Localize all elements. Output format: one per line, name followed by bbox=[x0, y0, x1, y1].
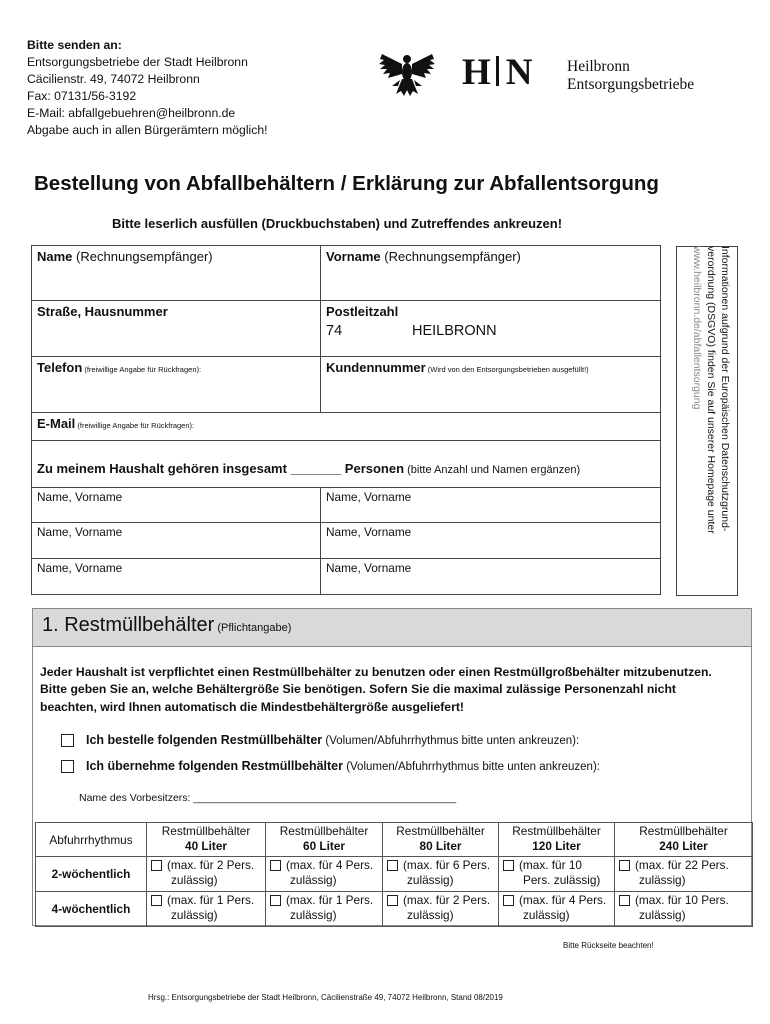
haushalt-hint: (bitte Anzahl und Namen ergänzen) bbox=[404, 464, 581, 476]
takeover-checkbox[interactable] bbox=[61, 760, 74, 773]
cell-line: (max. für 1 Pers. bbox=[167, 893, 255, 907]
table-cell bbox=[266, 857, 383, 892]
table-cell bbox=[615, 857, 753, 892]
divider bbox=[31, 558, 661, 559]
telefon-label: Telefon bbox=[37, 360, 83, 375]
table-cell bbox=[499, 857, 615, 892]
email-label: E-Mail bbox=[37, 416, 76, 431]
logo-letter-h: H bbox=[462, 52, 492, 93]
volume-checkbox[interactable] bbox=[503, 895, 514, 906]
volume-checkbox[interactable] bbox=[387, 860, 398, 871]
divider bbox=[31, 300, 661, 301]
plz-label: Postleitzahl bbox=[326, 304, 399, 319]
imprint: Hrsg.: Entsorgungsbetriebe der Stadt Heilbronn, Cäcilienstraße 49, 74072 Heilbronn, Stand 08/2019 bbox=[148, 993, 503, 1002]
table-row bbox=[36, 892, 753, 927]
page-turn-note: Bitte Rückseite beachten! bbox=[563, 941, 654, 950]
cell-line: (max. für 22 Pers. bbox=[635, 858, 729, 872]
col-volume: 40 Liter bbox=[185, 839, 227, 853]
divider bbox=[320, 245, 321, 412]
volume-table bbox=[35, 822, 753, 927]
table-header bbox=[266, 823, 383, 857]
table-cell bbox=[383, 892, 499, 927]
cell-line: zulässig) bbox=[290, 873, 337, 887]
table-header bbox=[383, 823, 499, 857]
cell-line: (max. für 10 bbox=[519, 858, 582, 872]
divider bbox=[31, 412, 661, 413]
cell-line: (max. für 2 Pers. bbox=[403, 893, 491, 907]
cell-line: (max. für 4 Pers. bbox=[286, 858, 374, 872]
table-row bbox=[36, 857, 753, 892]
privacy-note-line: verordnung (DSGVO) finden Sie auf unserer Homepage unter bbox=[705, 246, 717, 534]
cell-line: zulässig) bbox=[171, 908, 218, 922]
person-name-field[interactable]: Name, Vorname bbox=[326, 525, 412, 539]
divider bbox=[31, 522, 661, 523]
col-volume: 80 Liter bbox=[419, 839, 462, 853]
col-title: Restmüllbehälter bbox=[161, 824, 251, 838]
kundennummer-label: Kundennummer bbox=[326, 360, 426, 375]
vorbesitzer-field[interactable]: Name des Vorbesitzers: _____________________________________________ bbox=[79, 792, 457, 804]
table-corner: Abfuhrrhythmus bbox=[36, 823, 147, 857]
sender-line: Fax: 07131/56-3192 bbox=[27, 88, 137, 103]
section-title-text: 1. Restmüllbehälter bbox=[42, 614, 215, 636]
cell-line: Pers. zulässig) bbox=[523, 873, 601, 887]
volume-checkbox[interactable] bbox=[151, 895, 162, 906]
volume-checkbox[interactable] bbox=[270, 895, 281, 906]
cell-line: (max. für 4 Pers. bbox=[519, 893, 607, 907]
table-header bbox=[499, 823, 615, 857]
person-name-field[interactable]: Name, Vorname bbox=[37, 561, 123, 575]
kundennummer-hint: (Wird von den Entsorgungsbetrieben ausgefüllt!) bbox=[425, 365, 589, 374]
sender-address bbox=[27, 37, 268, 138]
table-cell bbox=[383, 857, 499, 892]
sender-line: Abgabe auch in allen Bürgerämtern möglich! bbox=[27, 122, 268, 137]
volume-checkbox[interactable] bbox=[503, 860, 514, 871]
privacy-note-line: Informationen aufgrund der Europäischen Datenschutzgrund- bbox=[719, 246, 731, 532]
section-title bbox=[42, 614, 291, 637]
logo-line2: Entsorgungsbetriebe bbox=[567, 75, 695, 93]
col-title: Restmüllbehälter bbox=[279, 824, 369, 838]
takeover-option bbox=[86, 759, 600, 773]
vorname-label: Vorname bbox=[326, 249, 381, 264]
vorname-field[interactable] bbox=[326, 249, 521, 264]
table-header bbox=[147, 823, 266, 857]
sender-line: Entsorgungsbetriebe der Stadt Heilbronn bbox=[27, 54, 248, 69]
name-hint: (Rechnungsempfänger) bbox=[72, 249, 213, 264]
order-option bbox=[86, 733, 579, 747]
person-name-field[interactable]: Name, Vorname bbox=[37, 525, 123, 539]
sender-heading: Bitte senden an: bbox=[27, 38, 122, 52]
haushalt-label-b: Personen bbox=[341, 461, 405, 476]
strasse-field[interactable] bbox=[37, 304, 168, 319]
volume-checkbox[interactable] bbox=[151, 860, 162, 871]
volume-checkbox[interactable] bbox=[619, 860, 630, 871]
plz-value: 74 bbox=[326, 323, 343, 339]
haushalt-blank: _______ bbox=[290, 461, 342, 476]
logo-text bbox=[567, 58, 694, 93]
cell-line: (max. für 1 Pers. bbox=[286, 893, 374, 907]
col-volume: 60 Liter bbox=[303, 839, 345, 853]
table-cell bbox=[499, 892, 615, 927]
cell-line: zulässig) bbox=[407, 873, 454, 887]
city-value: HEILBRONN bbox=[412, 323, 497, 339]
vorname-hint: (Rechnungsempfänger) bbox=[380, 249, 521, 264]
privacy-note-link[interactable]: www.heilbronn.de/abfallentsorgung bbox=[691, 246, 703, 410]
divider bbox=[31, 440, 661, 441]
haushalt-field[interactable] bbox=[37, 461, 580, 476]
cell-line: (max. für 2 Pers. bbox=[167, 858, 255, 872]
email-field[interactable] bbox=[37, 416, 194, 431]
privacy-note bbox=[682, 246, 732, 596]
sender-line: Cäcilienstr. 49, 74072 Heilbronn bbox=[27, 71, 200, 86]
order-option-bold: Ich bestelle folgenden Restmüllbehälter bbox=[86, 733, 323, 747]
logo-letter-n: N bbox=[505, 52, 534, 93]
cell-line: zulässig) bbox=[171, 873, 218, 887]
col-title: Restmüllbehälter bbox=[396, 824, 485, 838]
order-checkbox[interactable] bbox=[61, 734, 74, 747]
section-title-hint: (Pflichtangabe) bbox=[214, 622, 292, 634]
kundennummer-field bbox=[326, 360, 589, 375]
logo-mark bbox=[462, 50, 534, 96]
person-name-field[interactable]: Name, Vorname bbox=[37, 490, 123, 504]
haushalt-label-a: Zu meinem Haushalt gehören insgesamt bbox=[37, 461, 291, 476]
table-cell bbox=[615, 892, 753, 927]
logo-divider bbox=[496, 56, 499, 86]
cell-line: zulässig) bbox=[639, 908, 686, 922]
cell-line: zulässig) bbox=[290, 908, 337, 922]
telefon-hint: (freiwillige Angabe für Rückfragen): bbox=[82, 365, 202, 374]
volume-checkbox[interactable] bbox=[387, 895, 398, 906]
takeover-option-rest: (Volumen/Abfuhrrhythmus bitte unten ankreuzen): bbox=[343, 761, 600, 773]
logo-line1: Heilbronn bbox=[567, 58, 630, 75]
person-name-field[interactable]: Name, Vorname bbox=[326, 490, 412, 504]
volume-checkbox[interactable] bbox=[270, 860, 281, 871]
col-volume: 240 Liter bbox=[659, 839, 708, 853]
divider bbox=[320, 487, 321, 595]
takeover-option-bold: Ich übernehme folgenden Restmüllbehälter bbox=[86, 759, 343, 773]
col-title: Restmüllbehälter bbox=[512, 824, 601, 838]
table-cell bbox=[266, 892, 383, 927]
eagle-icon bbox=[378, 50, 436, 98]
name-field[interactable] bbox=[37, 249, 213, 264]
page-subtitle: Bitte leserlich ausfüllen (Druckbuchstaben) und Zutreffendes ankreuzen! bbox=[112, 216, 563, 231]
plz-field[interactable] bbox=[326, 304, 398, 319]
table-cell bbox=[147, 857, 266, 892]
col-volume: 120 Liter bbox=[532, 839, 581, 853]
table-cell bbox=[147, 892, 266, 927]
section-description: Jeder Haushalt ist verpflichtet einen Restmüllbehälter zu benutzen oder einen Restmüllgroßbehälter mitzubenutzen. Bitte geben Sie an, welche Behältergröße Sie benötigen. Sofern Sie die maximal zulässige Personenzahl nicht beachten, wird Ihnen automatisch die Mindestbehältergröße ausgeliefert! bbox=[40, 665, 712, 714]
strasse-label: Straße, Hausnummer bbox=[37, 304, 168, 319]
volume-checkbox[interactable] bbox=[619, 895, 630, 906]
cell-line: zulässig) bbox=[407, 908, 454, 922]
col-title: Restmüllbehälter bbox=[639, 824, 728, 838]
sender-line: E-Mail: abfallgebuehren@heilbronn.de bbox=[27, 105, 236, 120]
divider bbox=[31, 487, 661, 488]
cell-line: (max. für 6 Pers. bbox=[403, 858, 491, 872]
table-header bbox=[615, 823, 753, 857]
name-label: Name bbox=[37, 249, 73, 264]
row-label: 2-wöchentlich bbox=[36, 857, 147, 892]
email-hint: (freiwillige Angabe für Rückfragen): bbox=[75, 421, 195, 430]
telefon-field[interactable] bbox=[37, 360, 201, 375]
cell-line: zulässig) bbox=[639, 873, 686, 887]
person-name-field[interactable]: Name, Vorname bbox=[326, 561, 412, 575]
cell-line: (max. für 10 Pers. bbox=[635, 893, 729, 907]
order-option-rest: (Volumen/Abfuhrrhythmus bitte unten ankreuzen): bbox=[322, 735, 580, 747]
divider bbox=[31, 356, 661, 357]
page-title: Bestellung von Abfallbehältern / Erklärung zur Abfallentsorgung bbox=[34, 172, 659, 195]
row-label: 4-wöchentlich bbox=[36, 892, 147, 927]
cell-line: zulässig) bbox=[523, 908, 570, 922]
